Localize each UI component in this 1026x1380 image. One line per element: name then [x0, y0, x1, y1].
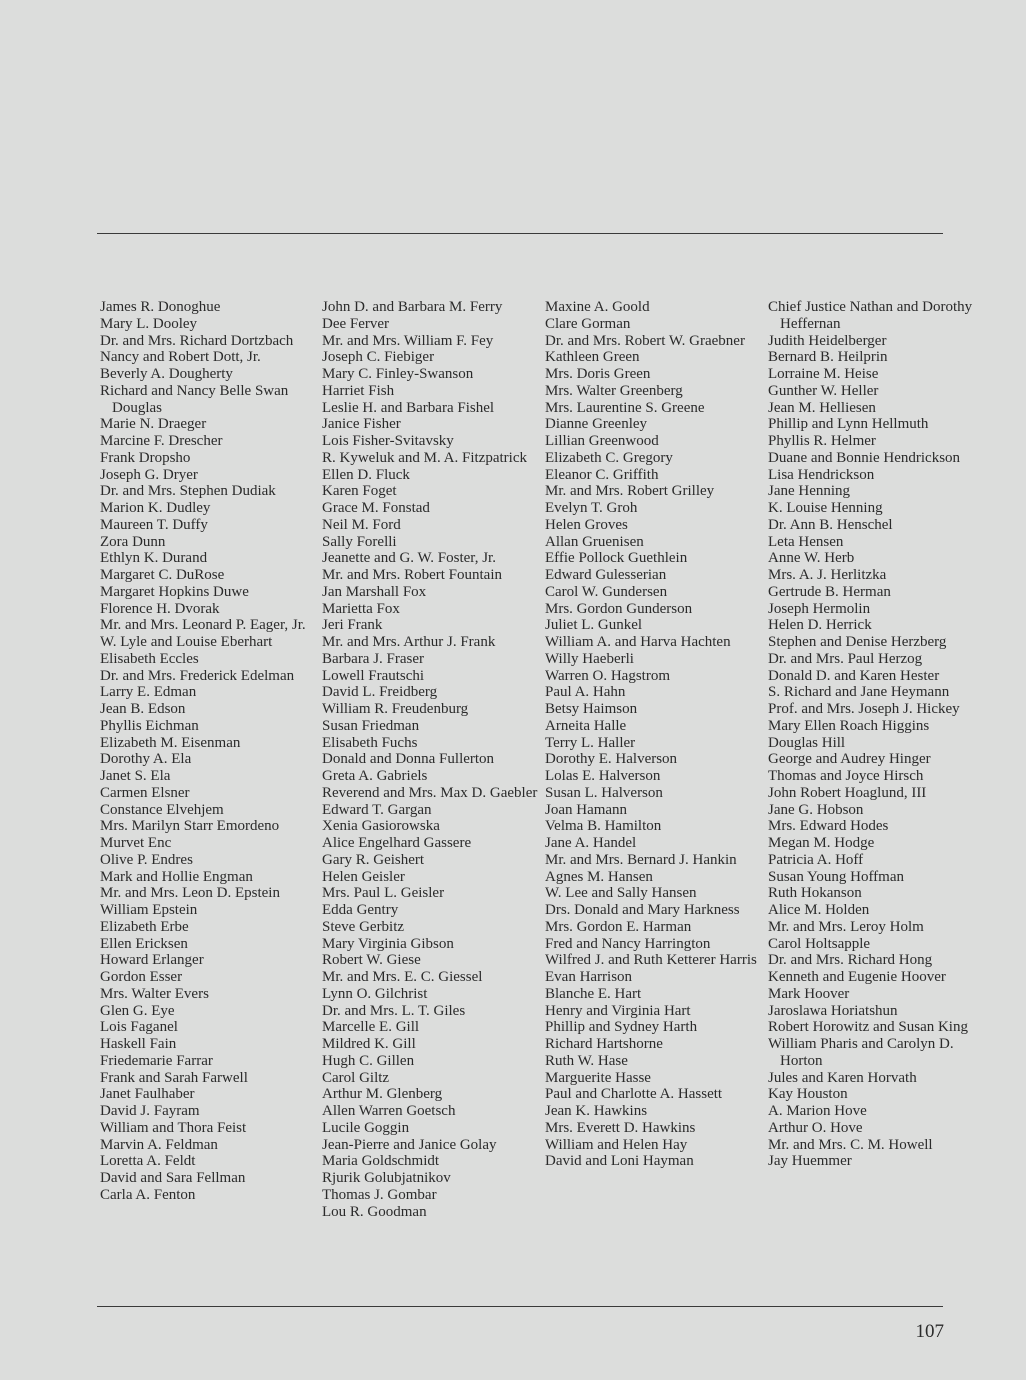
donor-name: Maureen T. Duffy [100, 516, 208, 533]
donor-name: Juliet L. Gunkel [545, 617, 643, 634]
donor-name: Carol Giltz [322, 1069, 390, 1086]
donor-name: Marcelle E. Gill [322, 1019, 420, 1036]
donor-name: Lowell Frautschi [322, 667, 425, 684]
donor-name: Douglas Hill [768, 734, 846, 751]
donor-name: Arneita Halle [545, 717, 627, 734]
donor-name: Constance Elvehjem [100, 801, 224, 818]
donor-name: Stephen and Denise Herzberg [768, 634, 947, 650]
donor-name: Susan L. Halverson [545, 784, 663, 801]
donor-name: Mrs. Gordon E. Harman [545, 918, 692, 935]
donor-name: Henry and Virginia Hart [545, 1002, 691, 1019]
donor-name: R. Kyweluk and M. A. Fitzpatrick [322, 449, 527, 466]
donor-name: Marcine F. Drescher [100, 433, 223, 449]
donor-name: Howard Erlanger [100, 952, 204, 969]
donor-name: Chief Justice Nathan and Dorothy Heffernan [768, 299, 973, 332]
donor-name: Mr. and Mrs. Bernard J. Hankin [545, 851, 737, 868]
donor-name: Paul and Charlotte A. Hassett [545, 1086, 723, 1103]
donor-name: Paul A. Hahn [545, 684, 626, 701]
donor-name: Jane A. Handel [545, 835, 637, 851]
donor-name: Helen D. Herrick [768, 617, 872, 634]
donor-name: Murvet Enc [100, 835, 172, 851]
donor-name: Blanche E. Hart [545, 985, 642, 1002]
donor-name: Mrs. Laurentine S. Greene [545, 399, 705, 416]
donor-name: Mr. and Mrs. E. C. Giessel [322, 969, 483, 985]
donor-name: Barbara J. Fraser [322, 650, 425, 667]
donor-name: William A. and Harva Hachten [545, 634, 731, 650]
donor-column-1 [100, 299, 322, 1204]
donor-name: Mark Hoover [768, 985, 850, 1002]
donor-name: Patricia A. Hoff [768, 851, 864, 868]
donor-name: Mrs. Doris Green [545, 366, 651, 382]
donor-name: Sally Forelli [322, 533, 397, 550]
donor-name: Maxine A. Goold [545, 299, 650, 315]
donor-name: Mrs. A. J. Herlitzka [768, 567, 887, 583]
donor-name: David and Loni Hayman [545, 1153, 694, 1170]
donor-name: Larry E. Edman [100, 684, 197, 701]
donor-name: Jane G. Hobson [768, 801, 864, 818]
donor-name: Lolas E. Halverson [545, 768, 661, 784]
donor-name: Clare Gorman [545, 315, 631, 332]
donor-name: Frank and Sarah Farwell [100, 1069, 248, 1086]
donor-name: Donald and Donna Fullerton [322, 751, 495, 768]
donor-name: Anne W. Herb [768, 550, 855, 567]
donor-name: Lisa Hendrickson [768, 466, 875, 483]
donor-name: Harriet Fish [322, 382, 395, 399]
donor-name: Maria Goldschmidt [322, 1153, 440, 1170]
donor-name: Carmen Elsner [100, 784, 190, 801]
donor-name: Donald D. and Karen Hester [768, 667, 940, 684]
donor-name: Mrs. Everett D. Hawkins [545, 1119, 696, 1136]
donor-name: Leta Hensen [768, 533, 844, 550]
donor-name: Nancy and Robert Dott, Jr. [100, 349, 261, 366]
donor-name: Jean M. Helliesen [768, 399, 876, 416]
donor-name: Mrs. Edward Hodes [768, 818, 889, 835]
donor-name: Joseph G. Dryer [100, 466, 198, 483]
donor-name: William Pharis and Carolyn D. Horton [768, 1036, 954, 1069]
donor-name: Mr. and Mrs. C. M. Howell [768, 1136, 933, 1153]
donor-name: Ellen D. Fluck [322, 466, 410, 483]
donor-name: Alice M. Holden [768, 902, 870, 918]
donor-name: Mildred K. Gill [322, 1036, 416, 1052]
donor-name: David and Sara Fellman [100, 1170, 246, 1186]
donor-name: Phillip and Lynn Hellmuth [768, 416, 929, 433]
donor-name: Jaroslawa Horiatshun [768, 1002, 898, 1019]
donor-name: Mary Ellen Roach Higgins [768, 717, 930, 734]
donor-name: Elizabeth M. Eisenman [100, 734, 241, 751]
donor-name: Leslie H. and Barbara Fishel [322, 399, 495, 416]
donor-name: Mary Virginia Gibson [322, 935, 454, 952]
donor-name: Dr. and Mrs. Paul Herzog [768, 650, 923, 667]
donor-name: Agnes M. Hansen [545, 868, 653, 885]
donor-name: Willy Haeberli [545, 650, 634, 667]
donor-name: Haskell Fain [100, 1036, 177, 1052]
donor-name: Joseph Hermolin [768, 600, 871, 617]
donor-name: Prof. and Mrs. Joseph J. Hickey [768, 701, 960, 717]
donor-name: Lois Fisher-Svitavsky [322, 433, 454, 449]
donor-name: Frank Dropsho [100, 449, 191, 466]
donor-name: K. Louise Henning [768, 500, 883, 516]
donor-name: Carol W. Gundersen [545, 583, 668, 600]
donor-name: Carol Holtsapple [768, 935, 871, 952]
donor-name: Lynn O. Gilchrist [322, 985, 428, 1002]
donor-name: Beverly A. Dougherty [100, 366, 233, 382]
donor-name: Mr. and Mrs. Robert Fountain [322, 567, 502, 583]
donor-name: Dr. and Mrs. L. T. Giles [322, 1002, 466, 1019]
donor-name: Helen Groves [545, 516, 628, 533]
donor-name: Thomas J. Gombar [322, 1186, 437, 1203]
donor-name: A. Marion Hove [768, 1103, 867, 1119]
donor-name: Jean K. Hawkins [545, 1103, 648, 1119]
donor-name: Dr. Ann B. Henschel [768, 516, 893, 533]
donor-name: Dr. and Mrs. Frederick Edelman [100, 667, 295, 684]
donor-column-2 [322, 299, 544, 1220]
donor-name: Rjurik Golubjatnikov [322, 1170, 451, 1186]
donor-name: Ruth W. Hase [545, 1052, 628, 1069]
donor-name: Robert Horowitz and Susan King [768, 1019, 968, 1036]
donor-name: Elisabeth Fuchs [322, 734, 418, 751]
donor-name: Kenneth and Eugenie Hoover [768, 969, 946, 985]
donor-name: Joan Hamann [545, 801, 628, 818]
donor-name: Dr. and Mrs. Richard Hong [768, 952, 933, 969]
donor-name: Fred and Nancy Harrington [545, 935, 711, 952]
donor-name: S. Richard and Jane Heymann [768, 684, 950, 701]
donor-name: Gordon Esser [100, 969, 183, 985]
donor-name: Robert W. Giese [322, 952, 421, 969]
donor-name: John Robert Hoaglund, III [768, 784, 927, 801]
donor-name: Evelyn T. Groh [545, 500, 638, 516]
donor-name: Janet Faulhaber [100, 1086, 195, 1103]
donor-name: Marietta Fox [322, 600, 400, 617]
page-number: 107 [915, 1321, 944, 1342]
donor-name: Jay Huemmer [768, 1153, 852, 1170]
donor-column-3 [545, 299, 767, 1170]
donor-name: Jean-Pierre and Janice Golay [322, 1136, 497, 1153]
donor-name: Mr. and Mrs. Leonard P. Eager, Jr. [100, 617, 306, 634]
donor-name: Ethlyn K. Durand [100, 550, 208, 567]
donor-name: Dr. and Mrs. Richard Dortzbach [100, 332, 294, 349]
donor-name: Lorraine M. Heise [768, 366, 879, 382]
donor-name: Greta A. Gabriels [322, 768, 428, 784]
donor-name: Arthur M. Glenberg [322, 1086, 443, 1103]
donor-name: Mr. and Mrs. Leon D. Epstein [100, 885, 280, 902]
donor-name: Megan M. Hodge [768, 835, 875, 851]
donor-name: Reverend and Mrs. Max D. Gaebler [322, 784, 538, 801]
donor-name: Phillip and Sydney Harth [545, 1019, 698, 1036]
donor-name: Elizabeth C. Gregory [545, 449, 673, 466]
donor-name: Mr. and Mrs. Robert Grilley [545, 483, 715, 500]
donor-name: Warren O. Hagstrom [545, 667, 671, 684]
donor-name: Jeri Frank [322, 617, 383, 634]
donor-name: Eleanor C. Griffith [545, 466, 659, 483]
donor-name: David L. Freidberg [322, 684, 438, 701]
donor-name: Joseph C. Fiebiger [322, 349, 435, 366]
donor-name: Janet S. Ela [100, 768, 171, 784]
donor-name: Mrs. Marilyn Starr Emordeno [100, 818, 280, 835]
donor-name: Allan Gruenisen [545, 533, 644, 550]
donor-name: Mrs. Gordon Gunderson [545, 600, 693, 617]
donor-name: Richard and Nancy Belle Swan Douglas [100, 382, 289, 416]
donor-name: Xenia Gasiorowska [322, 818, 440, 835]
donor-name: Gary R. Geishert [322, 851, 425, 868]
donor-name: Edward Gulesserian [545, 567, 667, 583]
donor-name: Florence H. Dvorak [100, 600, 220, 617]
donor-name: Hugh C. Gillen [322, 1052, 415, 1069]
donor-name: Marion K. Dudley [100, 500, 211, 516]
donor-name: Steve Gerbitz [322, 918, 405, 935]
donor-name: Loretta A. Feldt [100, 1153, 196, 1170]
donor-name: Jean B. Edson [100, 701, 186, 717]
donor-name: Gunther W. Heller [768, 382, 879, 399]
donor-name: Lucile Goggin [322, 1119, 410, 1136]
donor-name: William and Thora Feist [100, 1119, 247, 1136]
donor-name: Ruth Hokanson [768, 885, 862, 902]
donor-name: Bernard B. Heilprin [768, 349, 888, 366]
donor-name: Betsy Haimson [545, 701, 638, 717]
donor-name: W. Lyle and Louise Eberhart [100, 634, 273, 650]
donor-name: Thomas and Joyce Hirsch [768, 768, 924, 784]
donor-name: Duane and Bonnie Hendrickson [768, 449, 961, 466]
donor-name: Kathleen Green [545, 349, 640, 366]
donor-name: Jules and Karen Horvath [768, 1069, 917, 1086]
donor-name: Phyllis Eichman [100, 717, 199, 734]
donor-name: Mrs. Walter Greenberg [545, 382, 683, 399]
donor-name: Edward T. Gargan [322, 801, 432, 818]
donor-name: David J. Fayram [100, 1103, 200, 1119]
donor-name: Dorothy A. Ela [100, 751, 192, 768]
donor-name: Mary L. Dooley [100, 315, 198, 332]
donor-name: Lou R. Goodman [322, 1203, 427, 1220]
donor-name: Helen Geisler [322, 868, 405, 885]
donor-name: Dee Ferver [322, 315, 390, 332]
donor-name: Gertrude B. Herman [768, 583, 891, 600]
donor-name: Kay Houston [768, 1086, 848, 1103]
donor-name: William R. Freudenburg [322, 701, 469, 717]
donor-name: Susan Young Hoffman [768, 868, 904, 885]
donor-name: Ellen Ericksen [100, 935, 188, 952]
donor-name: John D. and Barbara M. Ferry [322, 299, 503, 315]
donor-name: Judith Heidelberger [768, 332, 887, 349]
donor-name: Zora Dunn [100, 533, 166, 550]
donor-name: William Epstein [100, 902, 198, 918]
donor-name: Neil M. Ford [322, 516, 401, 533]
donor-name: Olive P. Endres [100, 851, 193, 868]
donor-name: Drs. Donald and Mary Harkness [545, 902, 740, 918]
donor-name: Glen G. Eye [100, 1002, 175, 1019]
donor-name: Dr. and Mrs. Stephen Dudiak [100, 483, 276, 500]
donor-name: Mrs. Walter Evers [100, 985, 209, 1002]
donor-name: Marguerite Hasse [545, 1069, 651, 1086]
donor-name: Velma B. Hamilton [545, 818, 662, 835]
donor-name: Terry L. Haller [545, 734, 636, 751]
donor-name: James R. Donoghue [100, 299, 221, 315]
donor-name: William and Helen Hay [545, 1136, 688, 1153]
donor-name: Allen Warren Goetsch [322, 1103, 456, 1119]
donor-name: Janice Fisher [322, 416, 401, 433]
donor-name: Dr. and Mrs. Robert W. Graebner [545, 332, 745, 349]
donor-name: Dianne Greenley [545, 416, 648, 433]
donor-name: Effie Pollock Guethlein [545, 550, 688, 567]
donor-name: Dorothy E. Halverson [545, 751, 678, 768]
donor-name: Lillian Greenwood [545, 433, 659, 449]
top-rule [97, 233, 943, 234]
donor-name: Jeanette and G. W. Foster, Jr. [322, 550, 496, 567]
donor-name: Elizabeth Erbe [100, 918, 189, 935]
donor-column-4 [768, 299, 998, 1170]
donor-name: Edda Gentry [322, 902, 399, 918]
bottom-rule [97, 1306, 943, 1307]
donor-name: Mark and Hollie Engman [100, 868, 253, 885]
donor-name: Marvin A. Feldman [100, 1136, 218, 1153]
donor-name: Arthur O. Hove [768, 1119, 863, 1136]
donor-name: Friedemarie Farrar [100, 1052, 213, 1069]
donor-name: Mr. and Mrs. Arthur J. Frank [322, 634, 496, 650]
donor-name: Mary C. Finley-Swanson [322, 366, 474, 382]
donor-name: Margaret Hopkins Duwe [100, 583, 249, 600]
donor-name: Mr. and Mrs. Leroy Holm [768, 918, 924, 935]
donor-name: Wilfred J. and Ruth Ketterer Harris [545, 952, 757, 969]
donor-name: Marie N. Draeger [100, 416, 207, 433]
donor-name: Grace M. Fonstad [322, 500, 430, 516]
donor-name: Lois Faganel [100, 1019, 178, 1036]
donor-name: Mr. and Mrs. William F. Fey [322, 332, 494, 349]
donor-name: Carla A. Fenton [100, 1186, 196, 1203]
donor-name: Karen Foget [322, 483, 397, 500]
donor-name: Jan Marshall Fox [322, 583, 427, 600]
donor-name: Elisabeth Eccles [100, 650, 199, 667]
donor-name: Margaret C. DuRose [100, 567, 225, 583]
donor-name: Richard Hartshorne [545, 1036, 663, 1052]
donor-name: Phyllis R. Helmer [768, 433, 876, 449]
donor-name: Alice Engelhard Gassere [322, 835, 472, 851]
donor-name: Susan Friedman [322, 717, 420, 734]
donor-name: Mrs. Paul L. Geisler [322, 885, 445, 902]
donor-name: Evan Harrison [545, 969, 633, 985]
donor-name: Jane Henning [768, 483, 851, 500]
donor-name: W. Lee and Sally Hansen [545, 885, 697, 902]
donor-name: George and Audrey Hinger [768, 751, 931, 768]
